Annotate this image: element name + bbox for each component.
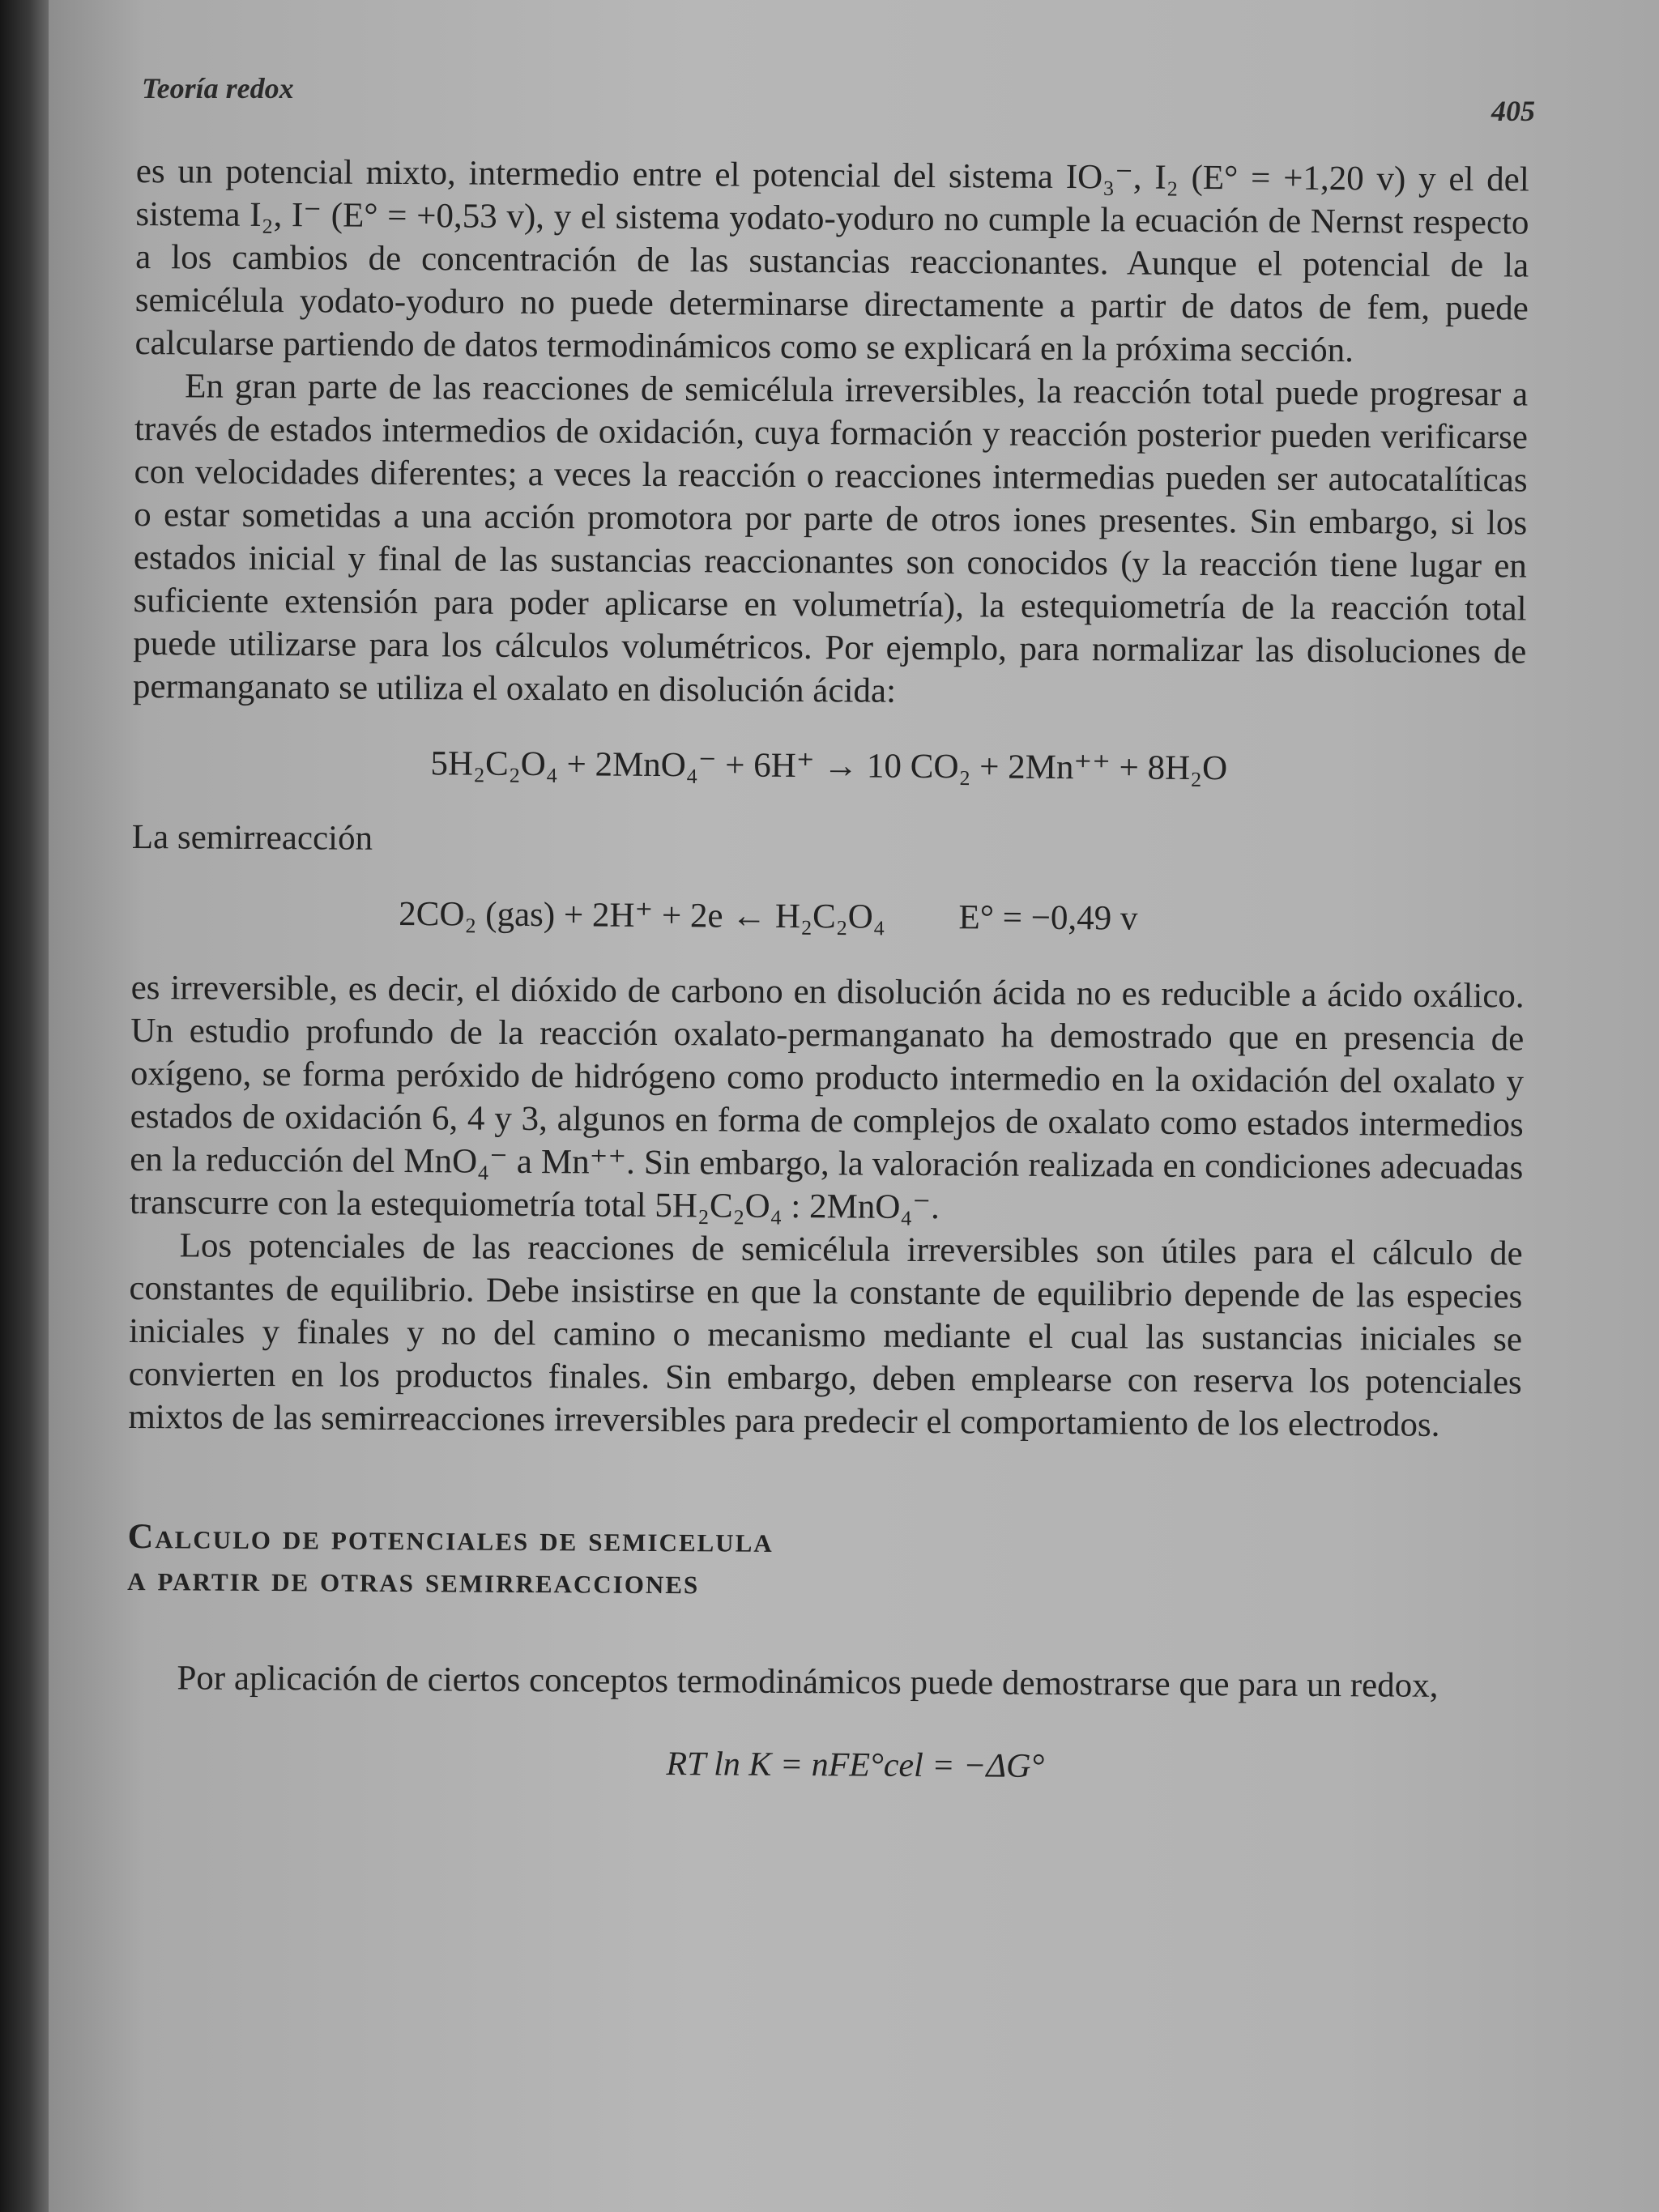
running-title: Teoría redox xyxy=(142,72,294,104)
paragraph-irreversible-reactions: En gran parte de las reacciones de semicélula irreversibles, la reacción total puede progresar a través de estados intermedios de oxidación, cuya formación y reacción posterior pueden verificarse con velocidades diferentes; a veces la reacción o reacciones intermedias pueden ser autocatalíticas o estar sometidas a una acción promotora por parte de otros iones presentes. Sin embargo, si los estados inicial y final de las sustancias reaccionantes son conocidos (y la reacción tiene lugar en suficiente extensión para poder aplicarse en volumetría), la estequiometría de la reacción total puede utilizarse para los cálculos volumétricos. Por ejemplo, para normalizar las disoluciones de permanganato se utiliza el oxalato en disolución ácida: xyxy=(132,367,1529,710)
label-semirreaccion: La semirreacción xyxy=(131,817,373,858)
paragraph-irreversibility: es irreversible, es decir, el dióxido de carbono en disolución ácida no es reducible a ácido oxálico. Un estudio profundo de la reacción oxalato-permanganato ha demostrado que en presencia de oxígeno, se forma peróxido de hidrógeno como producto intermedio en la oxidación del oxalato y estados de oxidación 6, 4 y 3, algunos en forma de complejos de oxalato como estados intermedios en la reducción del MnO₄⁻ a Mn⁺⁺. Sin embargo, la valoración realizada en condiciones adecuadas transcurre con la estequiometría total 5H₂C₂O₄ : 2MnO₄⁻. xyxy=(129,968,1525,1227)
body-text xyxy=(126,150,1529,1791)
book-page xyxy=(49,0,1659,2212)
equation-co2-reduction-formula: 2CO₂ (gas) + 2H⁺ + 2e ← H₂C₂O₄ xyxy=(399,894,885,936)
equation-gibbs: RT ln K = nFE°cel = −ΔG° xyxy=(666,1745,1045,1785)
paragraph-thermodynamic: Por aplicación de ciertos conceptos termodinámicos puede demostrarse que para un redox, xyxy=(177,1659,1439,1705)
equation-co2-reduction-potential: E° = −0,49 v xyxy=(958,898,1138,938)
section-heading-line2: a partir de otras semirreacciones xyxy=(127,1558,700,1602)
book-spine-shadow xyxy=(0,0,49,2212)
paragraph-equilibrium-constants: Los potenciales de las reacciones de semicélula irreversibles son útiles para el cálculo de constantes de equilibrio. Debe insistirse en que la constante de equilibrio depende de las especies iniciales y finales y no del camino o mecanismo mediante el cual las sustancias iniciales se convierten en los productos finales. Sin embargo, deben emplearse con reserva los potenciales mixtos de las semirreacciones irreversibles para predecir el comportamiento de los electrodos. xyxy=(128,1226,1523,1444)
equation-oxalate-permanganate: 5H₂C₂O₄ + 2MnO₄⁻ + 6H⁺ → 10 CO₂ + 2Mn⁺⁺ + 8H₂O xyxy=(430,744,1228,788)
page-header xyxy=(142,71,1535,128)
page-number: 405 xyxy=(1491,95,1535,127)
section-heading xyxy=(127,1515,1521,1609)
paragraph-mixed-potential: es un potencial mixto, intermedio entre el potencial del sistema IO₃⁻, I₂ (E° = +1,20 v) y el del sistema I₂, I⁻ (E° = +0,53 v), y el sistema yodato-yoduro no cumple la ecuación de Nernst respecto a los cambios de concentración de las sustancias reaccionantes. Aunque el potencial de la semicélula yodato-yoduro no puede determinarse directamente a partir de datos de fem, puede calcularse partiendo de datos termodinámicos como se explicará en la próxima sección. xyxy=(134,151,1529,370)
section-heading-line1: Calculo de potenciales de semicelula xyxy=(127,1515,774,1560)
equation-co2-reduction xyxy=(131,891,1525,943)
